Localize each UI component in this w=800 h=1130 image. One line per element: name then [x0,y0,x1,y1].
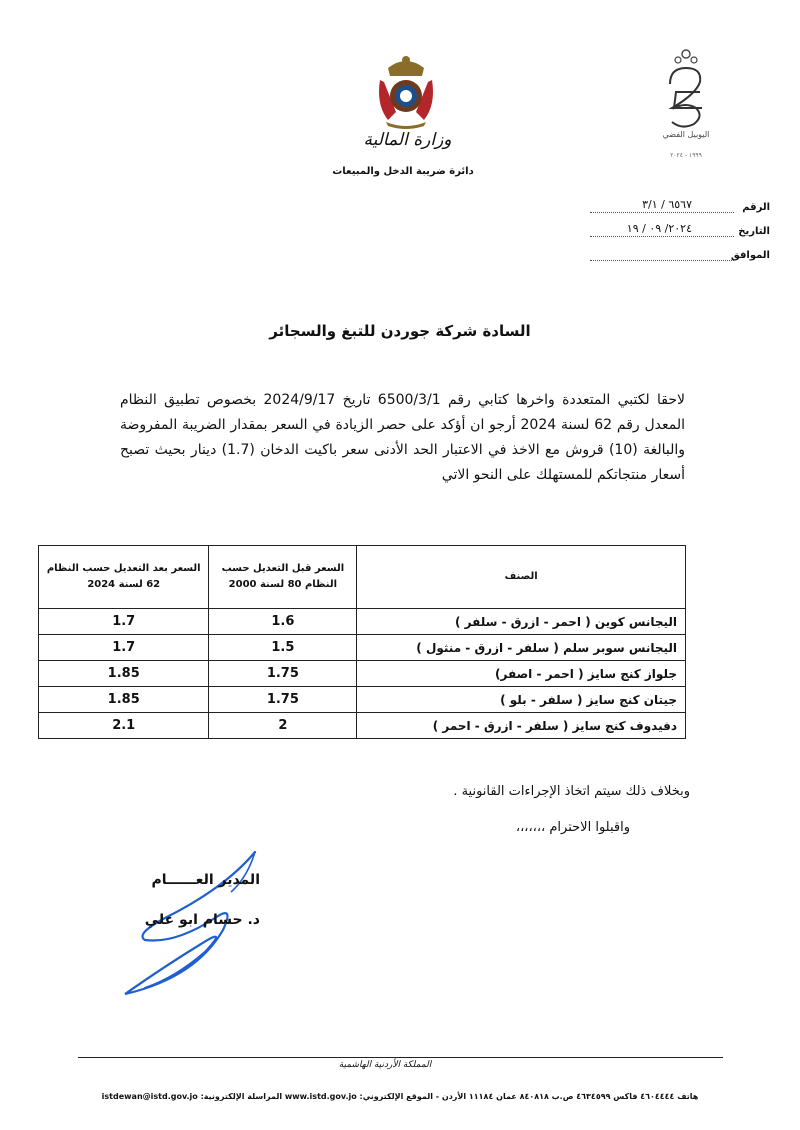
regards-line: واقبلوا الاحترام ،،،،،،، [515,820,630,835]
anniversary-years: ١٩٩٩ - ٢٠٢٤ [670,152,702,159]
header-price-before: السعر قبل التعديل حسب النظام 80 لسنة 2000 [209,546,357,609]
reference-date-label: التاريخ [738,226,770,237]
item-name: اليجانس سوبر سلم ( سلفر - ازرق - منثول ) [357,635,686,661]
table-row [39,635,686,661]
item-name: دفيدوف كنج سايز ( سلفر - ازرق - احمر ) [357,713,686,739]
silver-jubilee-logo [656,46,716,138]
dotted-line [590,236,734,237]
price-before: 1.5 [209,635,357,661]
price-before: 1.75 [209,687,357,713]
price-before: 1.75 [209,661,357,687]
dotted-line [590,260,734,261]
letter-body: لاحقا لكتبي المتعددة واخرها كتابي رقم 6500/3/1 تاريخ 2024/9/17 بخصوص تطبيق النظام المعدل رقم 62 لسنة 2024 أرجو ان أؤكد على حصر الزيادة في السعر بمقدار الضريبة المفروضة والبالغة (10) قروش مع الاخذ في الاعتبار الحد الأدنى سعر باكيت الدخان (1.7) دينار بحيث تصبح أسعار منتجاتكم للمستهلك على النحو الاتي [120,392,686,483]
price-before: 1.6 [209,609,357,635]
footer-divider [78,1057,723,1058]
price-table [38,545,686,739]
department-name: دائرة ضريبة الدخل والمبيعات [332,166,474,177]
table-row [39,687,686,713]
item-name: جلواز كنج سايز ( احمر - اصفر) [357,661,686,687]
item-name: اليجانس كوين ( احمر - ازرق - سلفر ) [357,609,686,635]
table-row [39,713,686,739]
coat-of-arms-emblem [374,50,438,130]
addressee: السادة شركة جوردن للتبغ والسجائر [269,322,531,340]
table-header-row [39,546,686,609]
price-before: 2 [209,713,357,739]
anniversary-caption: اليوبيل الفضي [662,130,710,139]
price-after: 1.7 [39,609,209,635]
price-after: 2.1 [39,713,209,739]
header-price-after: السعر بعد التعديل حسب النظام 62 لسنة 2024 [39,546,209,609]
reference-date-value: ٢٠٢٤/ ٠٩ / ١٩ [626,222,692,235]
reference-number-row [590,198,770,218]
price-after: 1.85 [39,687,209,713]
signatory-name: د. حسام ابو علي [144,912,260,928]
table-row [39,609,686,635]
signatory-title: المدير العــــــام [151,872,260,888]
ministry-title: وزارة المالية [363,130,452,150]
footer-organization: المملكة الأردنية الهاشمية [338,1060,432,1070]
reference-hijri-row [590,246,770,266]
reference-hijri-label: الموافق [730,250,770,261]
footer-contact-info: هاتف ٤٦٠٤٤٤٤ فاكس ٤٦٣٤٥٩٩ ص.ب ٨٤٠٨١٨ عمان ١١١٨٤ الأردن - الموقع الإلكتروني: www.istd.gov.jo المراسلة الإلكترونية: istdewan@istd.gov.jo [101,1092,699,1101]
reference-number-value: ٦٥٦٧ / ٣/١ [642,198,692,211]
header-item: الصنف [357,546,686,609]
table-row [39,661,686,687]
price-after: 1.7 [39,635,209,661]
dotted-line [590,212,734,213]
price-after: 1.85 [39,661,209,687]
closing-statement: وبخلاف ذلك سيتم اتخاذ الإجراءات القانونية . [453,784,690,799]
reference-date-row [590,222,770,242]
item-name: جيتان كنج سايز ( سلفر - بلو ) [357,687,686,713]
reference-number-label: الرقم [742,202,770,213]
